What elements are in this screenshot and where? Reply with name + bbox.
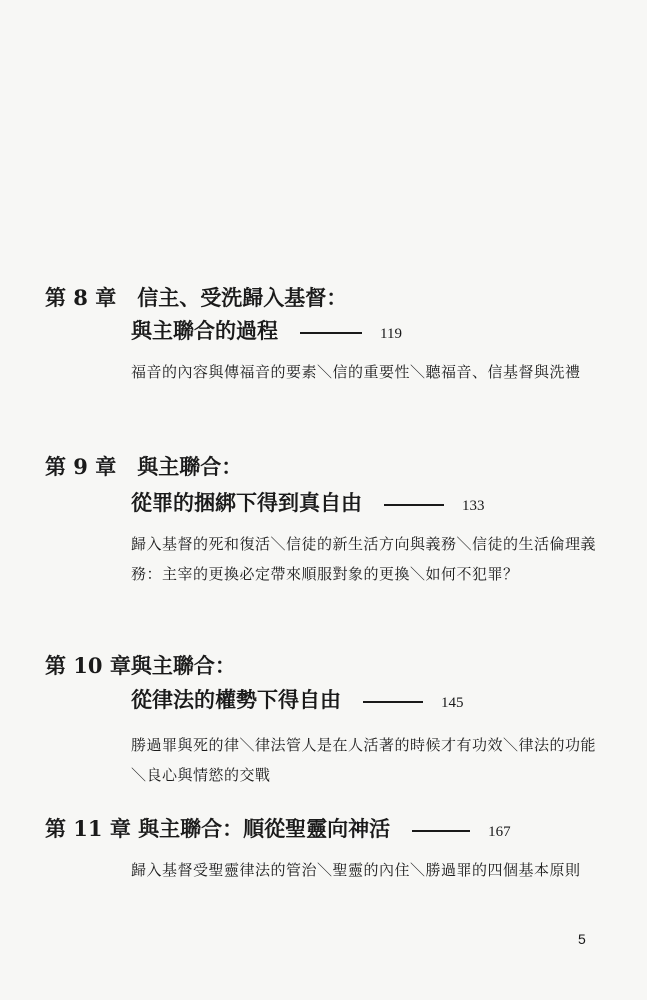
chapter-8-description: 福音的內容與傳福音的要素＼信的重要性＼聽福音、信基督與洗禮 — [131, 363, 581, 381]
chapter-10-subtitle-line — [131, 686, 464, 717]
chapter-10-page: 145 — [441, 695, 464, 711]
chapter-11-description: 歸入基督受聖靈律法的管治＼聖靈的內住＼勝過罪的四個基本原則 — [131, 861, 581, 879]
chapter-10-description: 勝過罪與死的律＼律法管人是在人活著的時候才有功效＼律法的功能＼良心與情慾的交戰 — [131, 736, 597, 784]
chapter-11-page: 167 — [488, 824, 511, 840]
chapter-9-subtitle: 從罪的捆綁下得到真自由 — [131, 490, 362, 515]
chapter-10-heading: 第 10 章與主聯合： — [45, 653, 236, 678]
chapter-11-heading-line — [45, 815, 511, 846]
chapter-8-heading: 第 8 章 信主、受洗歸入基督： — [45, 285, 348, 310]
chapter-9-description: 歸入基督的死和復活＼信徒的新生活方向與義務＼信徒的生活倫理義務：主宰的更換必定帶來順服對象的更換＼如何不犯罪？ — [131, 535, 597, 583]
chapter-8-subtitle: 與主聯合的過程 — [131, 318, 278, 343]
page-number: 5 — [578, 931, 586, 947]
chapter-9-subtitle-line — [131, 489, 485, 520]
leader-dash — [363, 701, 423, 703]
chapter-8-subtitle-line — [131, 317, 402, 348]
chapter-9-page: 133 — [462, 498, 485, 514]
leader-dash — [412, 830, 470, 832]
chapter-8-page: 119 — [380, 326, 402, 342]
chapter-10-subtitle: 從律法的權勢下得自由 — [131, 687, 341, 712]
chapter-11-heading: 第 11 章 與主聯合：順從聖靈向神活 — [45, 816, 391, 841]
chapter-9-heading: 第 9 章 與主聯合： — [45, 454, 243, 479]
leader-dash — [384, 504, 444, 506]
leader-dash — [300, 332, 362, 334]
